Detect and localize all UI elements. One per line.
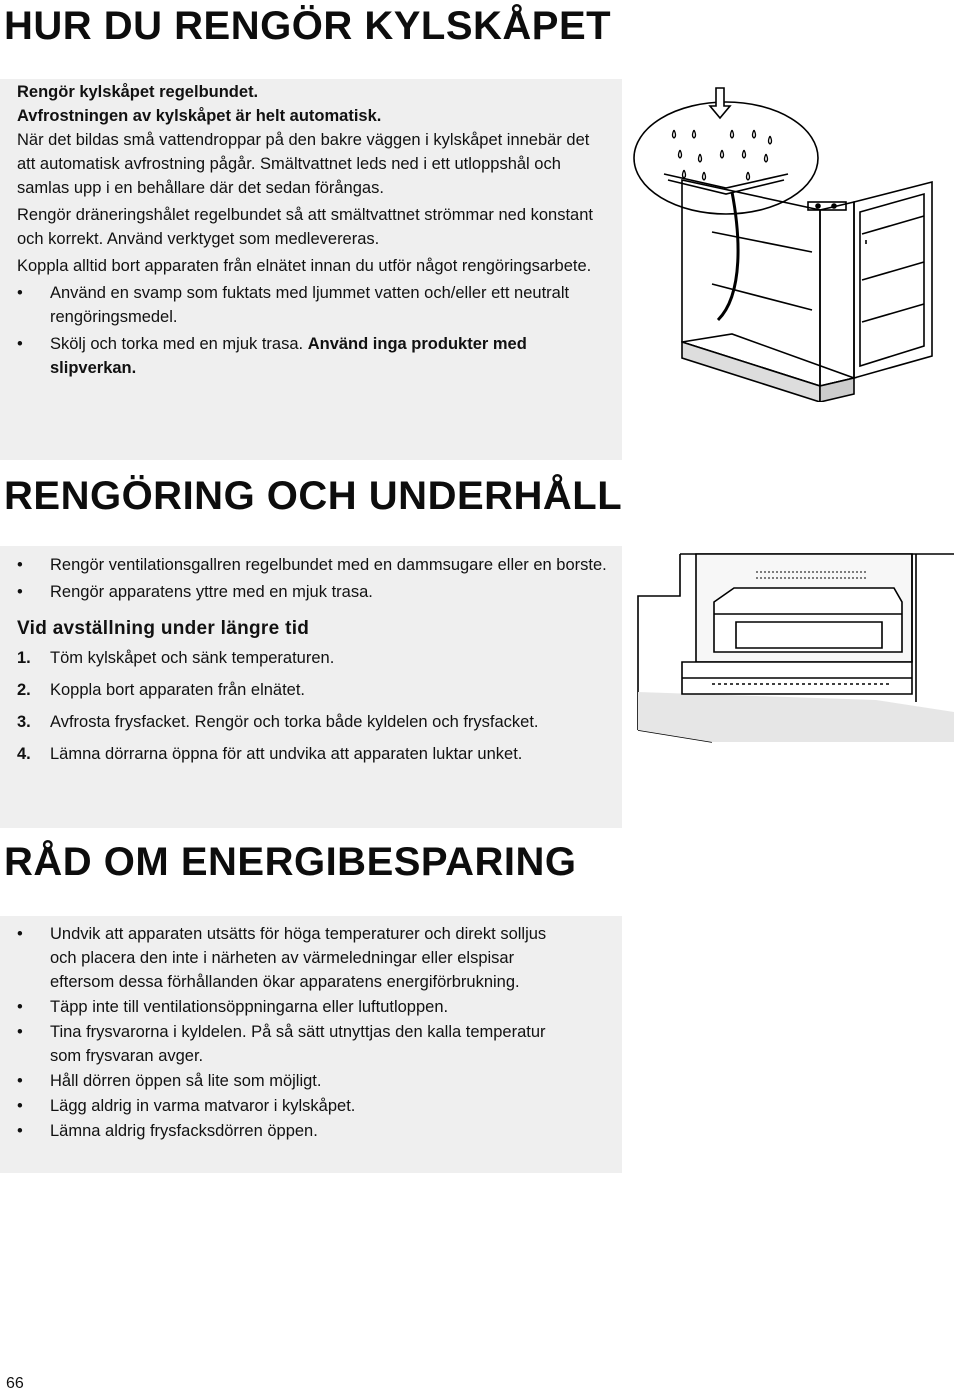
bullet-icon: • — [17, 335, 23, 353]
list-item-text: Undvik att apparaten utsätts för höga temperaturer och direkt solljus och placera den inte i närheten av värmeledningar eller elspisar eftersom dessa förhållanden ökar apparatens energiförbrukning. — [50, 925, 547, 991]
page-number: 66 — [6, 1375, 24, 1392]
list-item-text: Rengör ventilationsgallren regelbundet med en dammsugare eller en borste. — [50, 556, 607, 574]
step-text: Koppla bort apparaten från elnätet. — [50, 681, 306, 699]
heading-cleaning-maintenance: RENGÖRING OCH UNDERHÅLL — [4, 474, 623, 518]
list-item-text: Använd en svamp som fuktats med ljummet vatten och/eller ett neutralt rengöringsmedel. — [50, 284, 570, 326]
paragraph-disconnect: Koppla alltid bort apparaten från elnätet innan du utför något rengöringsarbete. — [17, 257, 592, 275]
list-item-text: Håll dörren öppen så lite som möjligt. — [50, 1072, 322, 1090]
list-item — [17, 1069, 577, 1093]
list-item — [17, 553, 607, 577]
step-number: 3. — [17, 713, 31, 731]
bullet-icon: • — [17, 1097, 23, 1115]
step-text: Lämna dörrarna öppna för att undvika att apparaten luktar unket. — [50, 745, 523, 763]
water-drop-icons — [673, 130, 772, 180]
step-number: 1. — [17, 649, 31, 667]
bullet-icon: • — [17, 1023, 23, 1041]
bullet-icon: • — [17, 1122, 23, 1140]
paragraph-drain-hole: Rengör dräneringshålet regelbundet så att smältvattnet strömmar ned konstant och korrekt. Använd verktyget som medlevereras. — [17, 206, 593, 248]
paragraph-defrost: När det bildas små vattendroppar på den bakre väggen i kylskåpet innebär det att automatisk avfrostning pågår. Smältvattnet leds ned i ett utloppshål och samlas upp i en behållare där det sedan förångas. — [17, 131, 590, 197]
list-item — [17, 1020, 577, 1068]
step-item — [17, 710, 607, 734]
bullet-icon: • — [17, 284, 23, 302]
panel-energy-saving — [0, 916, 622, 1173]
step-number: 2. — [17, 681, 31, 699]
step-item — [17, 678, 607, 702]
intro-line-1: Rengör kylskåpet regelbundet. — [17, 83, 259, 101]
list-item-text: Tina frysvarorna i kyldelen. På så sätt utnyttjas den kalla temperatur som frysvaran avger. — [50, 1023, 546, 1065]
heading-energy-saving: RÅD OM ENERGIBESPARING — [4, 840, 577, 884]
list-item-text: Lämna aldrig frysfacksdörren öppen. — [50, 1122, 318, 1140]
list-item — [17, 995, 577, 1019]
step-item — [17, 646, 607, 670]
bullet-icon: • — [17, 998, 23, 1016]
warning-text: Använd inga produkter med slipverkan. — [50, 335, 527, 377]
list-item — [17, 580, 607, 604]
step-number: 4. — [17, 745, 31, 763]
list-item — [17, 922, 577, 994]
list-item — [17, 1094, 577, 1118]
list-item-text: Täpp inte till ventilationsöppningarna eller luftutloppen. — [50, 998, 449, 1016]
list-item-text: Rengör apparatens yttre med en mjuk trasa. — [50, 583, 373, 601]
fridge-vent-illustration — [636, 552, 956, 746]
list-item — [17, 1119, 577, 1143]
bullet-icon: • — [17, 1072, 23, 1090]
intro-line-2: Avfrostningen av kylskåpet är helt automatisk. — [17, 107, 382, 125]
bullet-icon: • — [17, 925, 23, 943]
panel-cleaning-fridge — [0, 79, 622, 460]
heading-cleaning-fridge: HUR DU RENGÖR KYLSKÅPET — [4, 4, 612, 48]
list-item-text: Skölj och torka med en mjuk trasa. — [50, 335, 304, 353]
step-item — [17, 742, 607, 766]
step-text: Töm kylskåpet och sänk temperaturen. — [50, 649, 335, 667]
step-text: Avfrosta frysfacket. Rengör och torka både kyldelen och frysfacket. — [50, 713, 539, 731]
subheading-long-absence: Vid avställning under längre tid — [17, 618, 310, 639]
list-item — [17, 281, 607, 329]
list-item-text: Lägg aldrig in varma matvaror i kylskåpet. — [50, 1097, 356, 1115]
panel-cleaning-maintenance — [0, 546, 622, 828]
fridge-defrost-illustration — [632, 84, 954, 402]
list-item — [17, 332, 607, 380]
bullet-icon: • — [17, 556, 23, 574]
bullet-icon: • — [17, 583, 23, 601]
